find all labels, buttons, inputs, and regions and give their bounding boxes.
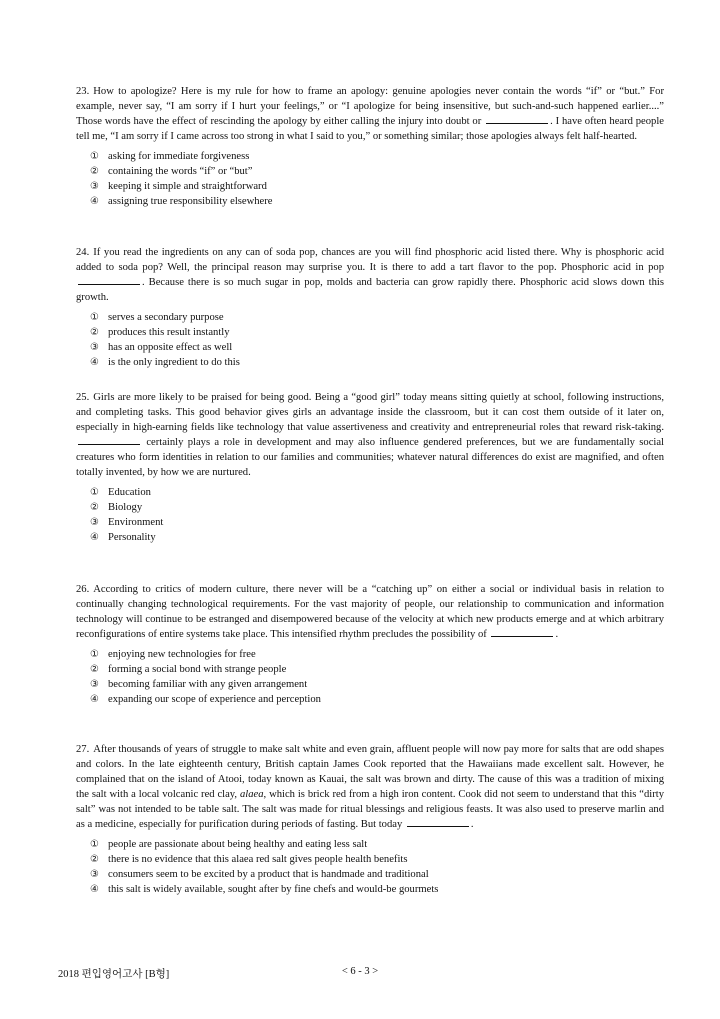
option[interactable] [90, 837, 664, 852]
option-text: is the only ingredient to do this [108, 357, 240, 368]
answer-blank [491, 627, 553, 637]
option-text: Education [108, 487, 151, 498]
option-text: forming a social bond with strange people [108, 664, 287, 675]
stem-text: If you read the ingredients on any can of soda pop, chances are you will find phosphoric acid listed there. Why is phosphoric acid added to soda pop? Well, the principal reason may surprise you. It is there to add a tart flavor to the pop. Phosphoric acid in pop [76, 247, 664, 273]
footer-page-number: < 6 - 3 > [341, 966, 379, 977]
option[interactable] [90, 310, 664, 325]
answer-blank [78, 435, 140, 445]
question-25 [76, 390, 664, 545]
option[interactable] [90, 692, 664, 707]
option-mark: ③ [90, 517, 99, 528]
question-number: 25. [76, 392, 90, 403]
question-number: 23. [76, 86, 90, 97]
stem-text: How to apologize? Here is my rule for how to frame an apology: genuine apologies never contain the words “if” or “but.” For example, never say, “I am sorry if I hurt your feelings,” or “I apologize for being insensitive, but such-and-such happened earlier....” Those words have the effect of rescinding the apology by either calling the injury into doubt or [76, 86, 664, 127]
option[interactable] [90, 647, 664, 662]
option-mark: ③ [90, 181, 99, 192]
option[interactable] [90, 530, 664, 545]
option[interactable] [90, 882, 664, 897]
option-mark: ④ [90, 196, 99, 207]
option-text: Environment [108, 517, 164, 528]
option[interactable] [90, 325, 664, 340]
option-mark: ② [90, 502, 99, 513]
options-list [90, 485, 664, 545]
option-text: containing the words “if” or “but” [108, 166, 253, 177]
question-stem [76, 582, 664, 642]
question-23 [76, 84, 664, 209]
option-mark: ③ [90, 342, 99, 353]
footer-exam-title: 2018 편입영어고사 [B형] [58, 969, 170, 980]
option-text: has an opposite effect as well [108, 342, 233, 353]
option[interactable] [90, 677, 664, 692]
answer-blank [78, 275, 140, 285]
answer-blank [407, 817, 469, 827]
question-26 [76, 582, 664, 707]
question-stem [76, 245, 664, 305]
stem-text: , which is brick red from a high iron content. Cook did not seem to understand that this “dirty salt” was not intended to be table salt. The salt was made for ritual blessings and religious feasts. It was also used to preserve marlin and as a medicine, especially for purification during periods of fasting. But today [76, 789, 665, 830]
option-mark: ① [90, 151, 99, 162]
question-24 [76, 245, 664, 370]
option-text: Personality [108, 532, 156, 543]
option[interactable] [90, 179, 664, 194]
option-mark: ② [90, 327, 99, 338]
option[interactable] [90, 340, 664, 355]
option-mark: ④ [90, 694, 99, 705]
option-mark: ④ [90, 357, 99, 368]
stem-text: Girls are more likely to be praised for being good. Being a “good girl” today means sitting quietly at school, following instructions, and completing tasks. This good behavior gives girls an advantage inside the classroom, but it can cost them outside of it later on, especially in high-earning fields like technology that value assertiveness and creativity and entrepreneurial roles that reward risk-taking. [76, 392, 664, 433]
option-mark: ④ [90, 884, 99, 895]
option-text: Biology [108, 502, 143, 513]
stem-text: . Because there is so much sugar in pop, molds and bacteria can grow rapidly there. Phosphoric acid slows down this growth. [76, 277, 664, 303]
option[interactable] [90, 149, 664, 164]
option-mark: ② [90, 854, 99, 865]
option-mark: ③ [90, 869, 99, 880]
option-text: consumers seem to be excited by a product that is handmade and traditional [108, 869, 429, 880]
option-text: becoming familiar with any given arrangement [108, 679, 308, 690]
italic-term: alaea [239, 789, 264, 800]
question-number: 26. [76, 584, 90, 595]
option-mark: ① [90, 487, 99, 498]
option-text: this salt is widely available, sought after by fine chefs and would-be gourmets [108, 884, 439, 895]
options-list [90, 310, 664, 370]
option-mark: ② [90, 664, 99, 675]
option[interactable] [90, 355, 664, 370]
stem-text: certainly plays a role in development and may also influence gendered preferences, but we are fundamentally social creatures who form identities in relation to our families and communities; whatever natural differences do exist are magnified, and often totally invented, by how we are nurtured. [76, 437, 664, 478]
stem-text: . [470, 819, 474, 830]
question-stem [76, 390, 664, 480]
options-list [90, 647, 664, 707]
stem-text: . I have often heard people tell me, “I am sorry if I came across too strong in what I said to you,” or something similar; those apologies always felt half-hearted. [76, 116, 664, 142]
option-text: people are passionate about being healthy and eating less salt [108, 839, 368, 850]
option[interactable] [90, 485, 664, 500]
option[interactable] [90, 662, 664, 677]
option-mark: ① [90, 312, 99, 323]
option-text: there is no evidence that this alaea red salt gives people health benefits [108, 854, 408, 865]
question-stem [76, 742, 664, 832]
option[interactable] [90, 500, 664, 515]
option-mark: ③ [90, 679, 99, 690]
stem-text: According to critics of modern culture, there never will be a “catching up” on either a social or individual basis in relation to continually changing technological requirements. For the vast majority of people, our relationship to communication and information technology will continue to be estranged and disempowered because of the velocity at which new products emerge and at which arbitrary reconfigurations of entire systems take place. This intensified rhythm precludes the possibility of [76, 584, 664, 640]
question-stem [76, 84, 664, 144]
option-mark: ④ [90, 532, 99, 543]
stem-text: . [555, 629, 559, 640]
option-text: produces this result instantly [108, 327, 230, 338]
option-mark: ① [90, 649, 99, 660]
option-text: asking for immediate forgiveness [108, 151, 250, 162]
option-text: serves a secondary purpose [108, 312, 224, 323]
options-list [90, 837, 664, 897]
option[interactable] [90, 852, 664, 867]
question-number: 24. [76, 247, 90, 258]
option-text: assigning true responsibility elsewhere [108, 196, 273, 207]
option-text: enjoying new technologies for free [108, 649, 256, 660]
question-number: 27. [76, 744, 90, 755]
option-mark: ① [90, 839, 99, 850]
option-text: expanding our scope of experience and perception [108, 694, 321, 705]
option-text: keeping it simple and straightforward [108, 181, 267, 192]
options-list [90, 149, 664, 209]
option[interactable] [90, 867, 664, 882]
answer-blank [486, 114, 548, 124]
stem-text: After thousands of years of struggle to make salt white and even grain, affluent people will now pay more for salts that are odd shapes and colors. In the late eighteenth century, British captain James Cook reported that the Hawaiians made excellent salt. However, he complained that on the island of Atooi, today known as Kauai, the salt was brown and dirty. The cause of this was a tradition of mixing the salt with a local volcanic red clay, [76, 744, 664, 800]
option[interactable] [90, 164, 664, 179]
option[interactable] [90, 515, 664, 530]
option[interactable] [90, 194, 664, 209]
question-27 [76, 742, 664, 897]
option-mark: ② [90, 166, 99, 177]
